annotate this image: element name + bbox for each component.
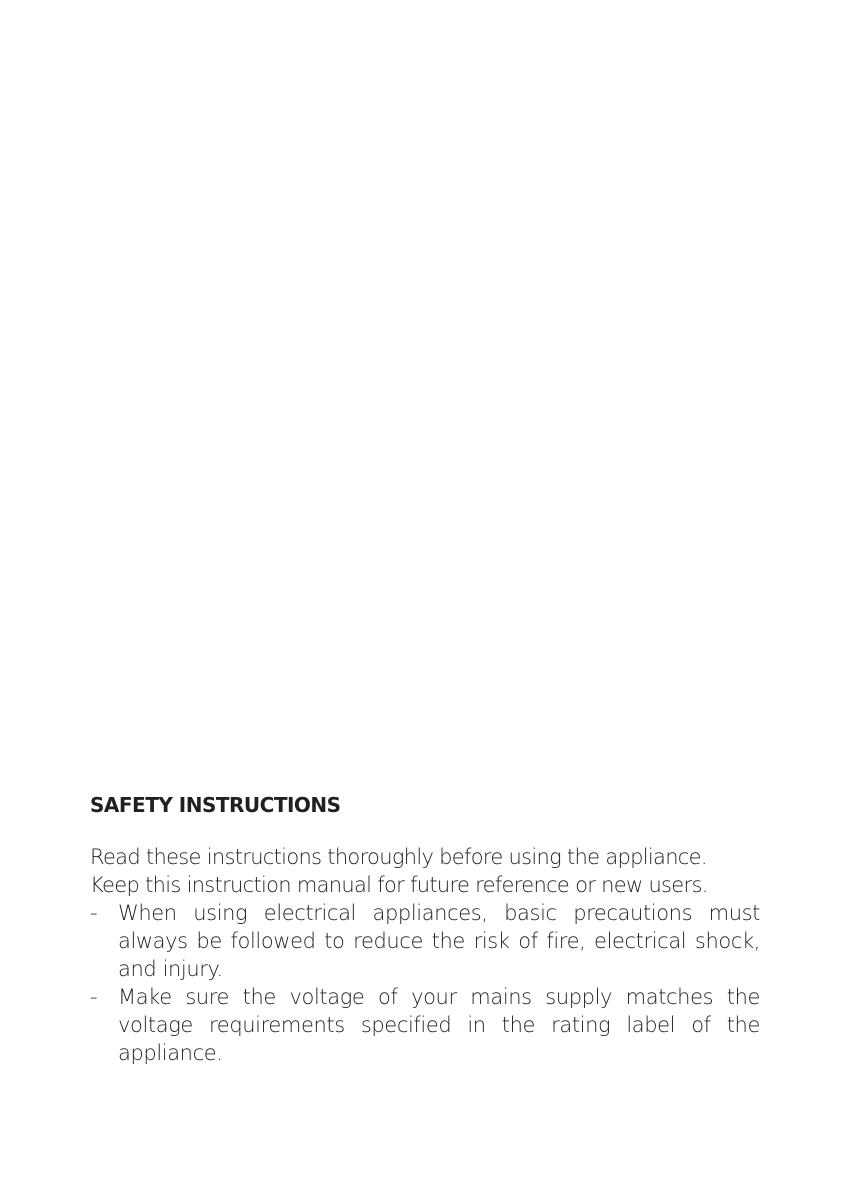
instruction-list: [90, 899, 760, 1067]
list-item-text: Make sure the voltage of your mains supply matches the voltage requirements specified in the rating label of the appliance.: [118, 985, 760, 1065]
dash-marker: -: [90, 901, 98, 925]
safety-section: [90, 791, 760, 1067]
list-item: [90, 899, 760, 983]
intro-line-2: Keep this instruction manual for future reference or new users.: [90, 873, 708, 897]
intro-line-1: Read these instructions thoroughly before using the appliance.: [90, 845, 707, 869]
section-heading: SAFETY INSTRUCTIONS: [90, 793, 341, 817]
list-item-text: When using electrical appliances, basic precautions must always be followed to reduce the risk of fire, electrical shock, and injury.: [118, 901, 760, 981]
list-item: [90, 983, 760, 1067]
dash-marker: -: [90, 985, 98, 1009]
